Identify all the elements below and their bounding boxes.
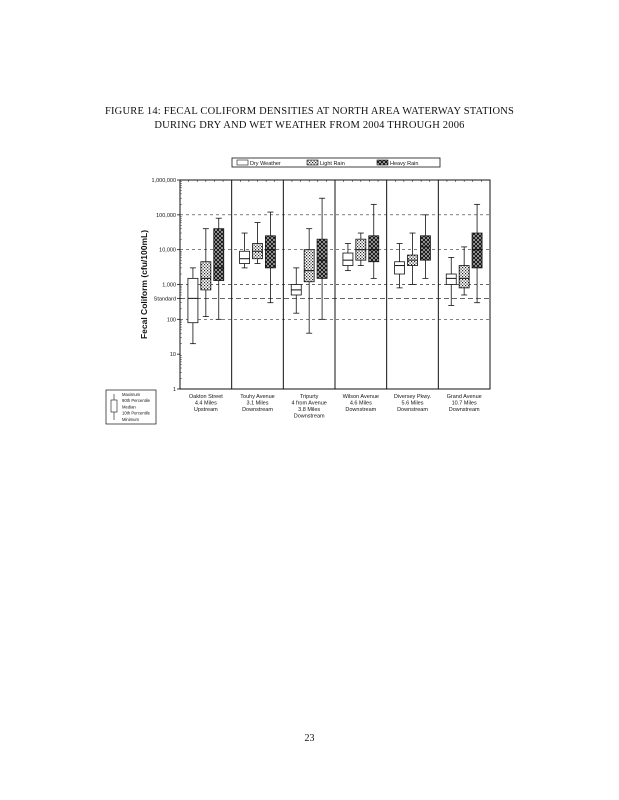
station-label-line: Downstream [293,413,325,420]
box-dry-weather [240,251,250,263]
station-label [189,394,223,413]
station-label-line: Downstream [448,407,480,413]
y-tick-label: Standard [153,296,176,303]
figure-title-line-2: DURING DRY AND WET WEATHER FROM 2004 THROUGH 2006 [154,120,465,131]
box-heavy-rain [317,239,327,278]
y-tick-label: 100,000 [156,212,176,219]
box-heavy-rain [420,236,430,260]
y-tick-label: 1,000 [162,282,176,289]
legend-label: Light Rain [320,161,345,167]
stat-legend-label: Maximum [122,392,141,397]
station-label-line: Tripurty [299,394,319,400]
station-label-line: Upstream [193,407,218,413]
stat-legend-label: Median [122,404,136,410]
box-light-rain [201,262,211,290]
legend-swatch [377,160,388,165]
box-dry-weather [446,274,456,284]
box-heavy-rain [472,233,482,268]
legend-label: Dry Weather [250,161,281,167]
station-label [394,394,432,413]
station-label-line: 10.7 Miles [451,400,477,407]
box-heavy-rain [214,229,224,281]
stat-legend-box-symbol [111,400,117,412]
station-label-line: 5.6 Miles [401,400,424,407]
page-number: 23 [304,733,315,744]
box-dry-weather [343,253,353,266]
legend-swatch [307,160,318,165]
station-label [291,394,326,420]
station-label [447,394,482,413]
stat-legend-label: 10th Percentile [122,410,150,416]
station-label-line: Downstream [242,407,273,413]
stat-legend-label: 90th Percentile [122,398,150,404]
station-label [343,394,379,413]
station-label-line: 4 from Avenue [291,400,327,407]
station-label-line: 4.6 Miles [349,400,372,407]
y-tick-label: 1,000,000 [151,178,176,184]
y-tick-label: 10,000 [159,247,176,254]
legend-label: Heavy Rain [390,161,419,167]
station-label [240,394,274,413]
y-axis-label: Fecal Coliform (cfu/100mL) [139,229,149,340]
box-heavy-rain [265,236,275,268]
station-label-line: Downstream [397,407,428,413]
station-label-line: Diversey Pkwy. [393,394,432,400]
stat-legend-label: Minimum [122,416,139,422]
station-label-line: 3.8 Miles [298,407,321,413]
y-tick-label: 1 [172,387,176,393]
station-label-line: Touhy Avenue [240,394,275,400]
box-dry-weather [188,278,198,322]
box-light-rain [459,266,469,288]
y-tick-label: 10 [169,352,176,359]
figure-title-line-1: FIGURE 14: FECAL COLIFORM DENSITIES AT NORTH AREA WATERWAY STATIONS [104,106,515,117]
box-light-rain [304,250,314,282]
station-label-line: Wilson Avenue [342,394,379,400]
y-tick-label: 100 [166,317,176,324]
station-label-line: 4.4 Miles [194,400,217,407]
station-label-line: Oakton Street [188,394,223,400]
box-heavy-rain [369,236,379,262]
box-dry-weather [395,262,405,274]
legend-swatch [237,160,248,165]
station-label-line: Downstream [345,407,377,413]
station-label-line: Grand Avenue [446,394,482,400]
station-label-line: 3.1 Miles [246,400,269,407]
